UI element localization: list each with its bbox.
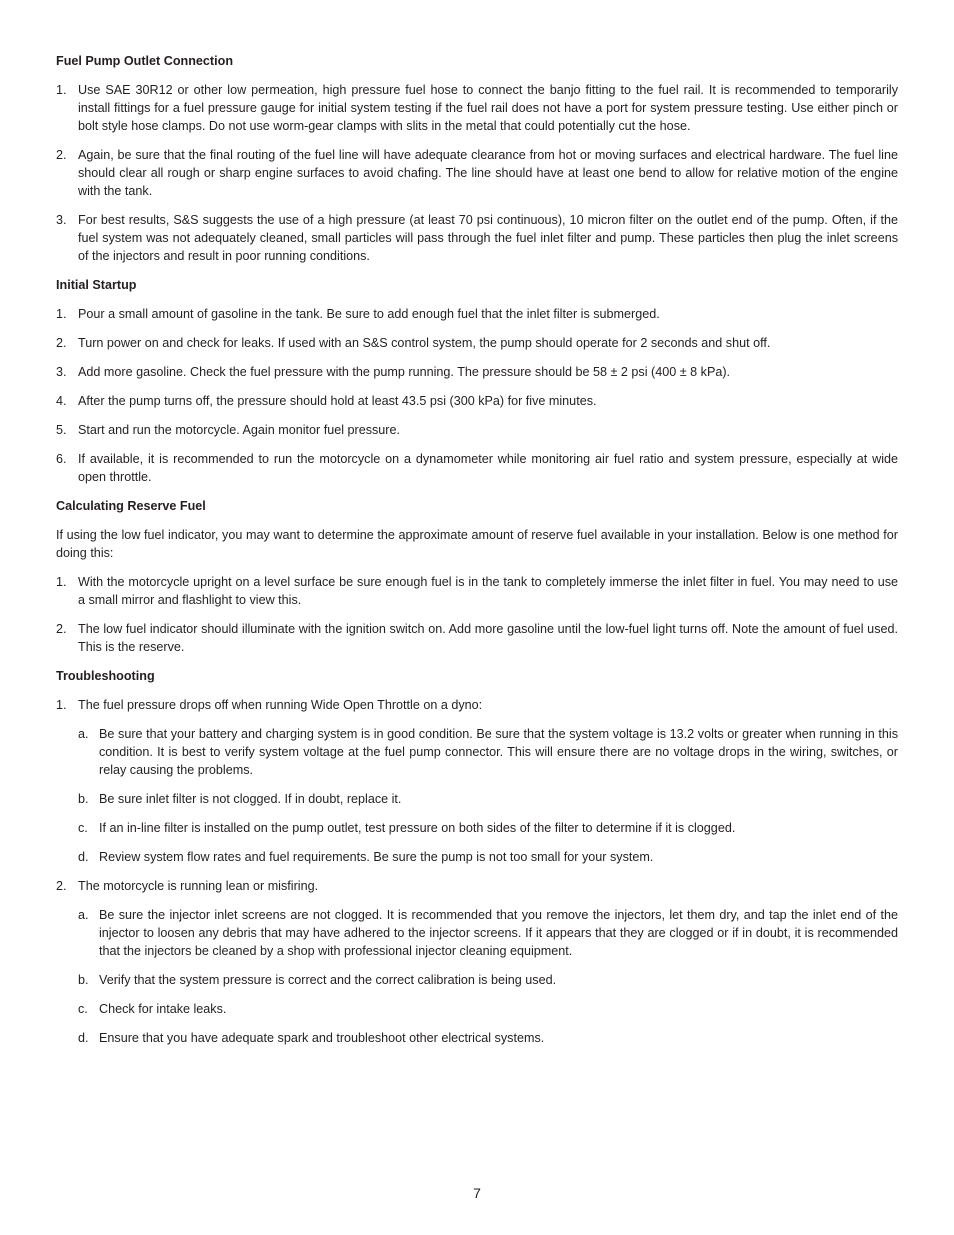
- list-text: If available, it is recommended to run the motorcycle on a dynamometer while monitoring air fuel ratio and system pressure, especially at wide open throttle.: [78, 452, 898, 484]
- list-number: 5.: [56, 423, 67, 437]
- list-number: 1.: [56, 698, 67, 712]
- list-text: For best results, S&S suggests the use of a high pressure (at least 70 psi continuous), 10 micron filter on the outlet end of the pump. Often, if the fuel system was not adequately cleaned, small particles will pass through the fuel inlet filter and pump. These particles then plug the inlet screens of the injectors and result in poor running conditions.: [78, 213, 898, 263]
- list-item: [56, 211, 898, 265]
- page-number: 7: [473, 1185, 481, 1201]
- list-number: 2.: [56, 336, 67, 350]
- list-number: 1.: [56, 83, 67, 97]
- section-intro: If using the low fuel indicator, you may want to determine the approximate amount of reserve fuel available in your installation. Below is one method for doing this:: [56, 528, 898, 560]
- sub-list-letter: b.: [78, 973, 89, 987]
- list-text: Add more gasoline. Check the fuel pressure with the pump running. The pressure should be 58 ± 2 psi (400 ± 8 kPa).: [78, 365, 731, 379]
- sub-list-letter: b.: [78, 792, 89, 806]
- list-item: [56, 620, 898, 656]
- list-text: The motorcycle is running lean or misfiring.: [78, 879, 319, 893]
- sub-list-letter: c.: [78, 821, 88, 835]
- sub-list-item: [78, 725, 898, 779]
- list-number: 1.: [56, 307, 67, 321]
- sub-list-letter: d.: [78, 1031, 89, 1045]
- list-text: After the pump turns off, the pressure should hold at least 43.5 psi (300 kPa) for five minutes.: [78, 394, 597, 408]
- list-item: [56, 81, 898, 135]
- list-text: Pour a small amount of gasoline in the tank. Be sure to add enough fuel that the inlet filter is submerged.: [78, 307, 660, 321]
- list-number: 3.: [56, 365, 67, 379]
- sub-list-letter: a.: [78, 727, 89, 741]
- section-heading-fuel-pump-outlet: Fuel Pump Outlet Connection: [56, 54, 234, 68]
- list-item: [56, 146, 898, 200]
- list-text: With the motorcycle upright on a level surface be sure enough fuel is in the tank to completely immerse the inlet filter in fuel. You may need to use a small mirror and flashlight to view this.: [78, 575, 898, 607]
- list-item: [56, 421, 898, 439]
- sub-list-text: Be sure inlet filter is not clogged. If in doubt, replace it.: [99, 792, 402, 806]
- sub-list-item: [78, 819, 898, 837]
- sub-list-letter: c.: [78, 1002, 88, 1016]
- list-number: 2.: [56, 148, 67, 162]
- list-item: [56, 305, 898, 323]
- list-item: [56, 334, 898, 352]
- sub-list-text: Check for intake leaks.: [99, 1002, 227, 1016]
- sub-list-text: Be sure that your battery and charging system is in good condition. Be sure that the system voltage is 13.2 volts or greater when running in this condition. It is best to verify system voltage at the fuel pump connector. This will ensure there are no voltage drops in the wiring, switches, or relay causing the problems.: [99, 727, 898, 777]
- list-text: Start and run the motorcycle. Again monitor fuel pressure.: [78, 423, 401, 437]
- sub-list-text: Verify that the system pressure is correct and the correct calibration is being used.: [99, 973, 557, 987]
- section-heading-troubleshooting: Troubleshooting: [56, 669, 155, 683]
- list-number: 3.: [56, 213, 67, 227]
- sub-list-item: [78, 790, 898, 808]
- section-heading-initial-startup: Initial Startup: [56, 278, 137, 292]
- list-item: [56, 392, 898, 410]
- list-text: The low fuel indicator should illuminate with the ignition switch on. Add more gasoline until the low-fuel light turns off. Note the amount of fuel used. This is the reserve.: [78, 622, 898, 654]
- section-heading-reserve-fuel: Calculating Reserve Fuel: [56, 499, 206, 513]
- list-item: [56, 363, 898, 381]
- sub-list-letter: d.: [78, 850, 89, 864]
- list-text: The fuel pressure drops off when running Wide Open Throttle on a dyno:: [78, 698, 483, 712]
- list-number: 2.: [56, 622, 67, 636]
- sub-list-text: Review system flow rates and fuel requirements. Be sure the pump is not too small for your system.: [99, 850, 654, 864]
- sub-list-item: [78, 906, 898, 960]
- list-number: 6.: [56, 452, 67, 466]
- list-item: [56, 696, 898, 714]
- sub-list-item: [78, 1000, 898, 1018]
- list-text: Turn power on and check for leaks. If used with an S&S control system, the pump should operate for 2 seconds and shut off.: [78, 336, 771, 350]
- sub-list-letter: a.: [78, 908, 89, 922]
- list-text: Again, be sure that the final routing of the fuel line will have adequate clearance from hot or moving surfaces and electrical hardware. The fuel line should clear all rough or sharp engine surfaces to avoid chafing. The line should have at least one bend to allow for relative motion of the engine with the tank.: [78, 148, 898, 198]
- list-text: Use SAE 30R12 or other low permeation, high pressure fuel hose to connect the banjo fitting to the fuel rail. It is recommended to temporarily install fittings for a fuel pressure gauge for initial system testing if the fuel rail does not have a port for system pressure testing. Use either pinch or bolt style hose clamps. Do not use worm-gear clamps with slits in the metal that could potentially cut the hose.: [78, 83, 898, 133]
- sub-list-text: Ensure that you have adequate spark and troubleshoot other electrical systems.: [99, 1031, 545, 1045]
- list-item: [56, 450, 898, 486]
- list-number: 1.: [56, 575, 67, 589]
- sub-list-item: [78, 971, 898, 989]
- sub-list-text: Be sure the injector inlet screens are not clogged. It is recommended that you remove the injectors, let them dry, and tap the inlet end of the injector to loosen any debris that may have adhered to the injector screens. If it appears that they are clogged or if in doubt, it is recommended that the injectors be cleaned by a shop with professional injector cleaning equipment.: [99, 908, 898, 958]
- sub-list-item: [78, 848, 898, 866]
- list-number: 2.: [56, 879, 67, 893]
- document-page: [56, 52, 898, 1058]
- sub-list-text: If an in-line filter is installed on the pump outlet, test pressure on both sides of the filter to determine if it is clogged.: [99, 821, 736, 835]
- sub-list-item: [78, 1029, 898, 1047]
- list-item: [56, 573, 898, 609]
- list-item: [56, 877, 898, 895]
- list-number: 4.: [56, 394, 67, 408]
